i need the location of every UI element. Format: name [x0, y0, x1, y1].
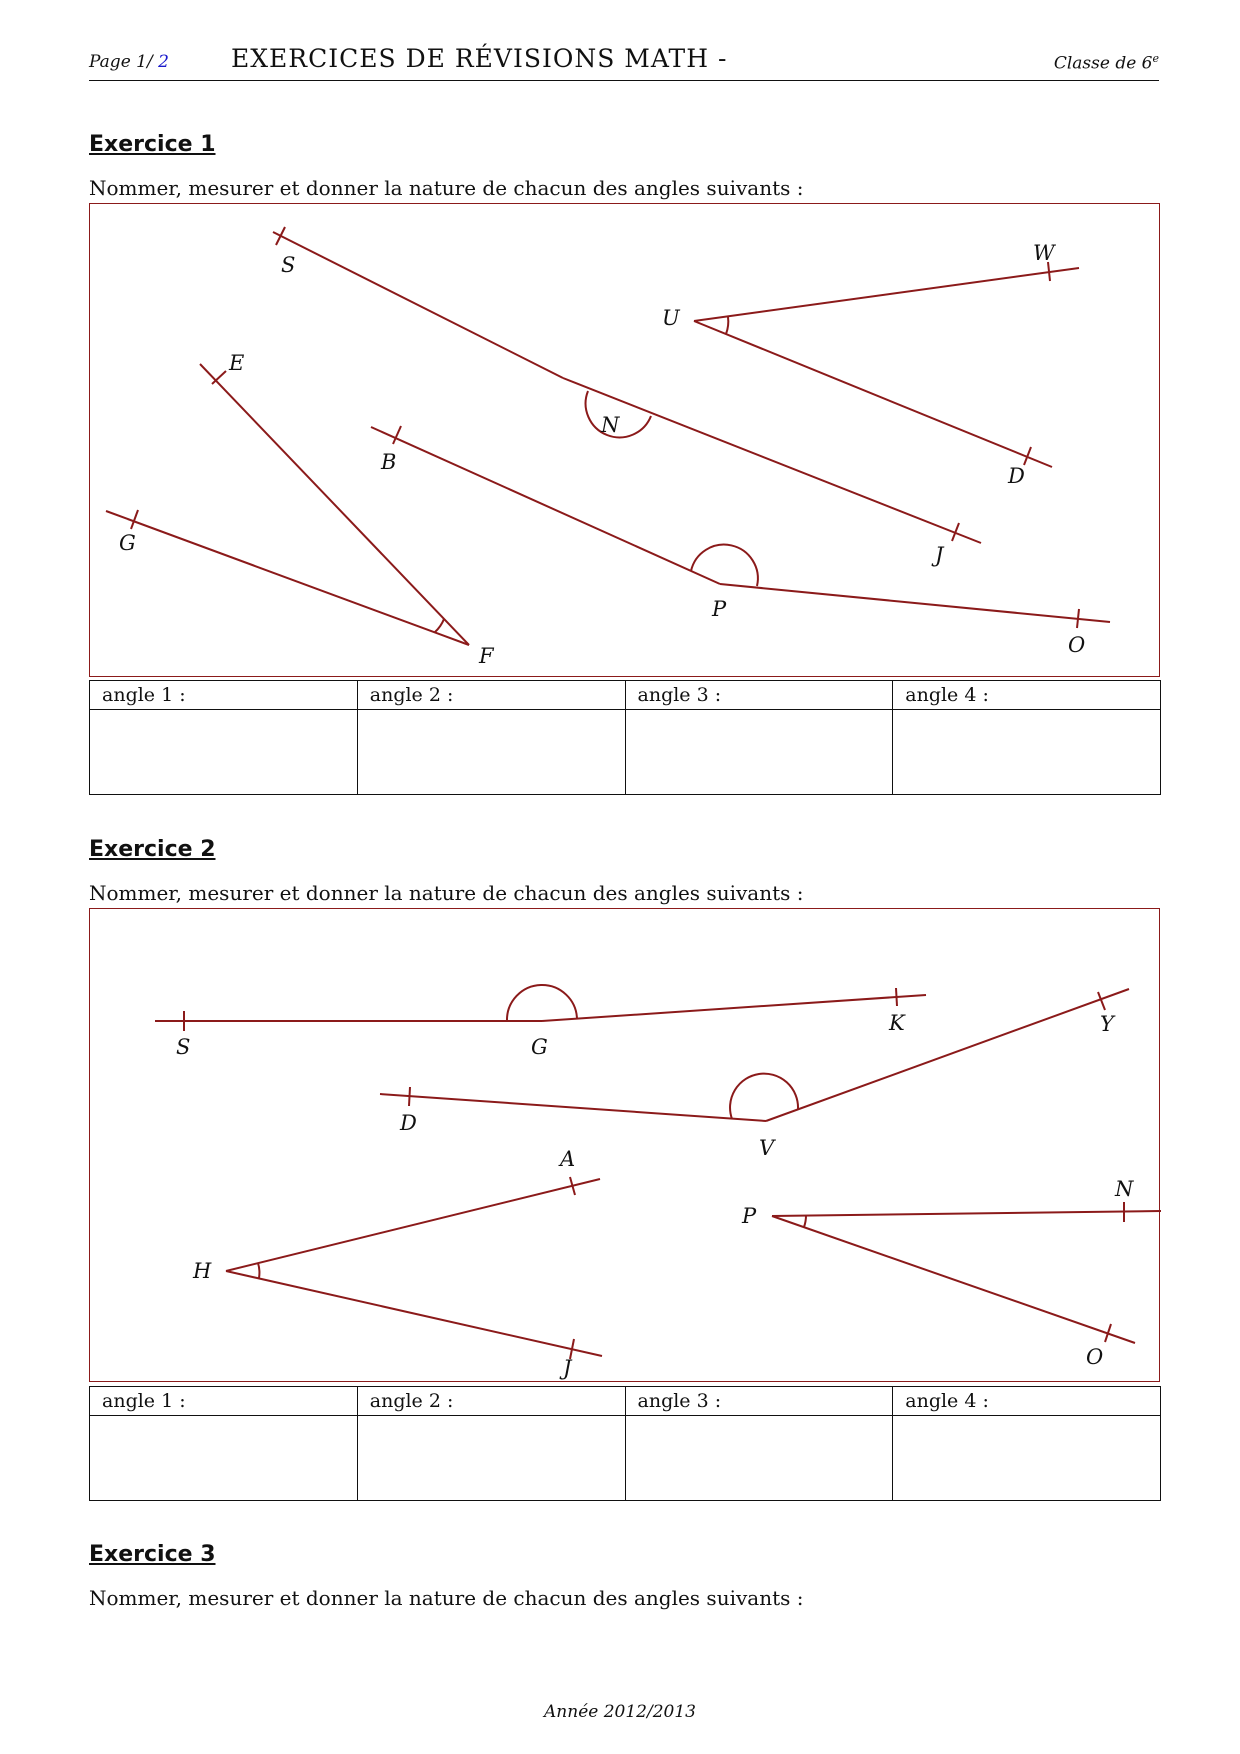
angle-arc-u	[726, 317, 728, 334]
tick-s	[276, 227, 285, 245]
page-header	[89, 44, 1159, 81]
point-label-b: B	[381, 450, 397, 474]
point-label-e: E	[229, 351, 245, 375]
answer-label-4: angle 4 :	[893, 1387, 1161, 1416]
point-label-p2: P	[742, 1204, 757, 1228]
point-label-y: Y	[1100, 1012, 1114, 1036]
exercise-1-instruction: Nommer, mesurer et donner la nature de chacun des angles suivants :	[89, 176, 804, 200]
ray-po	[720, 584, 1110, 622]
answer-cell-3[interactable]	[625, 1416, 893, 1501]
exercise-2-figure	[89, 908, 1160, 1382]
answer-cell-2[interactable]	[357, 710, 625, 795]
point-label-k: K	[889, 1011, 905, 1035]
class-level	[1054, 52, 1159, 74]
tick-b	[393, 426, 401, 444]
ray-uw	[694, 268, 1079, 321]
point-label-j2: J	[563, 1356, 572, 1380]
ray-pn	[772, 1211, 1161, 1216]
point-label-a: A	[560, 1147, 576, 1171]
tick-g	[131, 510, 138, 529]
class-superscript: e	[1152, 52, 1159, 65]
point-label-n2: N	[1115, 1177, 1134, 1201]
point-label-w: W	[1033, 241, 1055, 265]
answer-cell-2[interactable]	[357, 1416, 625, 1501]
point-label-s2: S	[176, 1035, 191, 1059]
exercise-2-answer-table	[89, 1386, 1161, 1501]
angle-arc-h	[258, 1263, 259, 1278]
answer-label-3: angle 3 :	[625, 1387, 893, 1416]
page-number	[89, 52, 169, 72]
ray-fg	[106, 511, 469, 645]
angle-arc-f	[435, 619, 444, 632]
ray-fe	[200, 364, 469, 645]
answer-cell-1[interactable]	[90, 710, 358, 795]
answer-cell-3[interactable]	[625, 710, 893, 795]
point-label-o: O	[1068, 633, 1086, 657]
ray-pb	[371, 427, 720, 584]
point-label-v: V	[759, 1136, 775, 1160]
angle-arc-p	[691, 545, 758, 586]
exercise-1-heading: Exercice 1	[89, 132, 216, 157]
ray-po2	[772, 1216, 1135, 1343]
ray-gk	[542, 995, 926, 1021]
class-label: Classe de 6	[1053, 53, 1153, 74]
point-label-p: P	[712, 597, 727, 621]
ray-nj	[563, 378, 981, 543]
answer-label-4: angle 4 :	[893, 681, 1161, 710]
tick-y	[1098, 992, 1105, 1010]
exercise-3-instruction: Nommer, mesurer et donner la nature de chacun des angles suivants :	[89, 1586, 804, 1610]
ray-hj	[226, 1271, 602, 1356]
exercise-1-figure	[89, 203, 1160, 677]
point-label-g2: G	[531, 1035, 548, 1059]
point-label-f: F	[479, 644, 494, 668]
ray-ud	[694, 321, 1052, 467]
point-label-d2: D	[400, 1111, 417, 1135]
tick-k	[896, 988, 897, 1006]
ray-vd	[380, 1094, 766, 1121]
ray-ha	[226, 1179, 600, 1271]
answer-cell-1[interactable]	[90, 1416, 358, 1501]
answer-label-2: angle 2 :	[357, 1387, 625, 1416]
page-total-link[interactable]: 2	[158, 52, 169, 72]
angle-arc-g	[507, 985, 577, 1021]
answer-cell-4[interactable]	[893, 710, 1161, 795]
exercise-1-answer-table	[89, 680, 1161, 795]
point-label-o2: O	[1086, 1345, 1104, 1369]
answer-label-2: angle 2 :	[357, 681, 625, 710]
point-label-d: D	[1008, 464, 1025, 488]
exercise-1-angles-drawing	[90, 204, 1161, 678]
exercise-2-instruction: Nommer, mesurer et donner la nature de chacun des angles suivants :	[89, 881, 804, 905]
tick-d2	[409, 1087, 410, 1106]
page-number-prefix: Page 1/	[89, 52, 159, 72]
point-label-g: G	[119, 531, 136, 555]
point-label-j: J	[935, 543, 944, 567]
answer-label-1: angle 1 :	[90, 1387, 358, 1416]
exercise-2-heading: Exercice 2	[89, 837, 216, 862]
exercise-3-heading: Exercice 3	[89, 1542, 216, 1567]
answer-label-1: angle 1 :	[90, 681, 358, 710]
point-label-s: S	[281, 253, 296, 277]
answer-label-3: angle 3 :	[625, 681, 893, 710]
exercise-2-angles-drawing	[90, 909, 1161, 1383]
point-label-u: U	[662, 306, 680, 330]
point-label-n: N	[601, 413, 620, 437]
document-title: EXERCICES DE RÉVISIONS MATH -	[231, 44, 728, 73]
page-footer-year: Année 2012/2013	[544, 1702, 696, 1722]
tick-o	[1077, 609, 1079, 628]
ray-vy	[766, 989, 1129, 1121]
point-label-h: H	[193, 1259, 212, 1283]
answer-cell-4[interactable]	[893, 1416, 1161, 1501]
ray-ns	[273, 232, 563, 378]
angle-arc-p2	[804, 1215, 806, 1227]
